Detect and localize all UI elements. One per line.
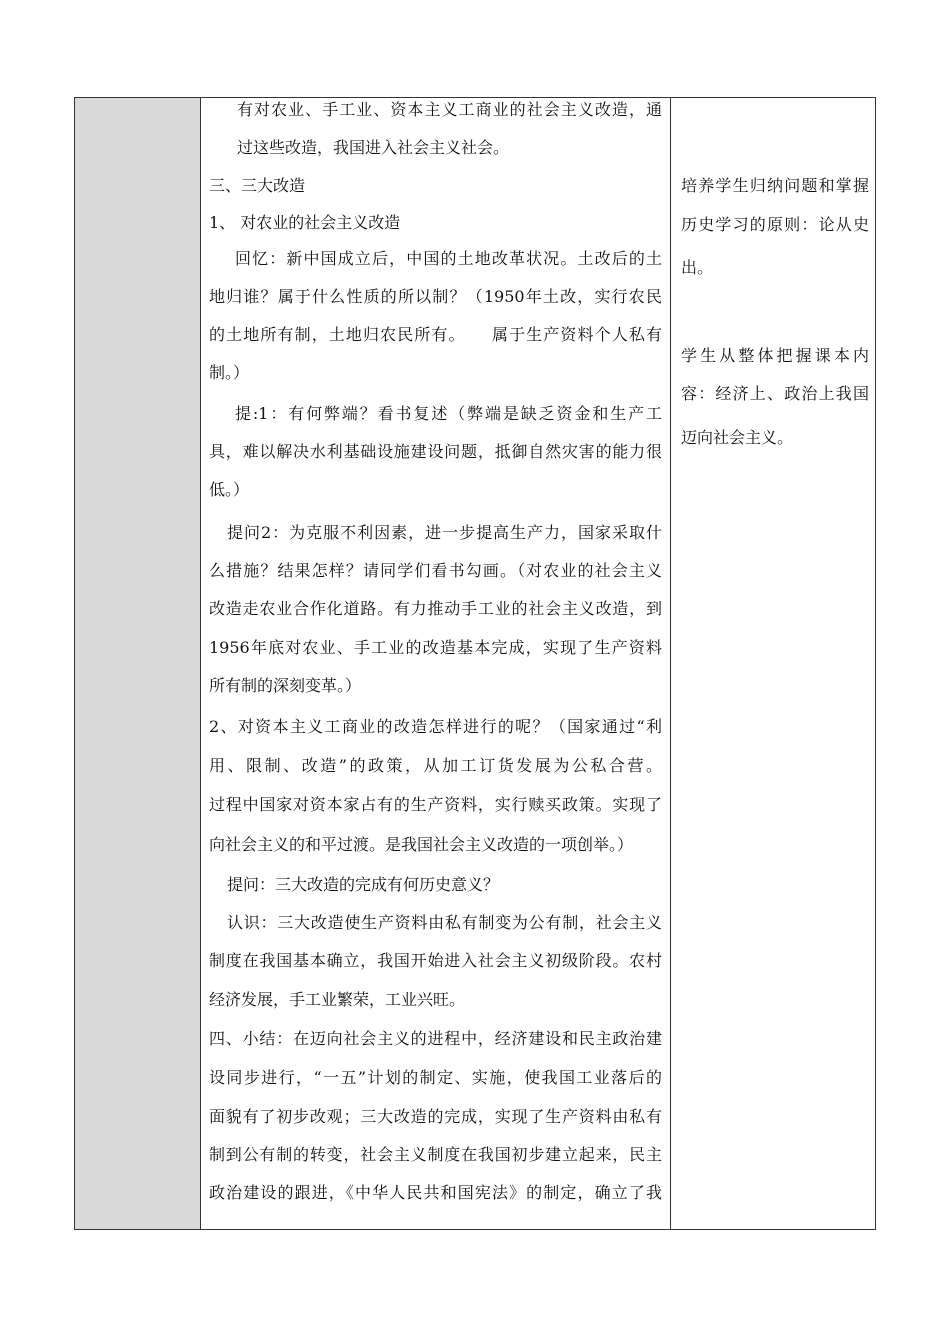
- content-line: 制。）: [209, 363, 250, 382]
- content-line: 提问2：为克服不利因素，进一步提高生产力，国家采取什: [227, 523, 662, 542]
- teaching-content-column: [201, 98, 671, 1229]
- content-line: 改造走农业合作化道路。有力推动手工业的社会主义改造，到: [209, 599, 662, 618]
- note-line: 出。: [681, 258, 714, 277]
- content-line: 用、限制、改造”的政策，从加工订货发展为公私合营。: [209, 756, 662, 775]
- content-line: 有对农业、手工业、资本主义工商业的社会主义改造，通: [237, 100, 662, 119]
- content-line: 1956年底对农业、手工业的改造基本完成，实现了生产资料: [209, 638, 662, 657]
- content-line: 低。）: [209, 480, 250, 499]
- content-line: 面貌有了初步改观；三大改造的完成，实现了生产资料由私有: [209, 1107, 662, 1126]
- note-line: 迈向社会主义。: [681, 428, 794, 447]
- content-line: 认识：三大改造使生产资料由私有制变为公有制，社会主义: [227, 913, 662, 932]
- content-line: 2、对资本主义工商业的改造怎样进行的呢？（国家通过“利: [209, 717, 662, 736]
- content-line: 所有制的深刻变革。）: [209, 676, 362, 695]
- content-line: 过这些改造，我国进入社会主义社会。: [237, 138, 510, 157]
- content-line: 的土地所有制，土地归农民所有。 属于生产资料个人私有: [209, 325, 662, 344]
- content-line: 提:1：有何弊端？看书复述（弊端是缺乏资金和生产工: [235, 404, 662, 423]
- content-line: 么措施？结果怎样？请同学们看书勾画。（对农业的社会主义: [209, 561, 662, 580]
- content-line: 制度在我国基本确立，我国开始进入社会主义初级阶段。农村: [209, 951, 662, 970]
- content-line: 经济发展，手工业繁荣，工业兴旺。: [209, 990, 466, 1009]
- content-line: 四、小结：在迈向社会主义的进程中，经济建设和民主政治建: [209, 1029, 662, 1048]
- note-line: 历史学习的原则：论从史: [681, 215, 869, 234]
- content-line: 1、 对农业的社会主义改造: [209, 213, 401, 232]
- left-shaded-column: [75, 98, 201, 1229]
- lesson-table: [74, 97, 876, 1230]
- note-line: 培养学生归纳问题和掌握: [681, 176, 869, 195]
- content-line: 过程中国家对资本家占有的生产资料，实行赎买政策。实现了: [209, 795, 662, 814]
- content-line: 提问：三大改造的完成有何历史意义？: [227, 875, 500, 894]
- content-line: 制到公有制的转变，社会主义制度在我国初步建立起来，民主: [209, 1145, 662, 1164]
- content-line: 地归谁？属于什么性质的所以制？（1950年土改，实行农民: [209, 287, 662, 306]
- note-line: 容：经济上、政治上我国: [681, 384, 869, 403]
- content-line: 设同步进行，“一五”计划的制定、实施，使我国工业落后的: [209, 1068, 662, 1087]
- design-notes-column: [671, 98, 877, 1229]
- content-line: 三、三大改造: [209, 176, 306, 195]
- content-line: 政治建设的跟进，《中华人民共和国宪法》的制定，确立了我: [209, 1183, 662, 1202]
- content-line: 回忆：新中国成立后，中国的土地改革状况。土改后的土: [235, 249, 662, 268]
- content-line: 向社会主义的和平过渡。是我国社会主义改造的一项创举。）: [209, 835, 634, 854]
- note-line: 学生从整体把握课本内: [681, 346, 869, 365]
- content-line: 具，难以解决水利基础设施建设问题，抵御自然灾害的能力很: [209, 442, 662, 461]
